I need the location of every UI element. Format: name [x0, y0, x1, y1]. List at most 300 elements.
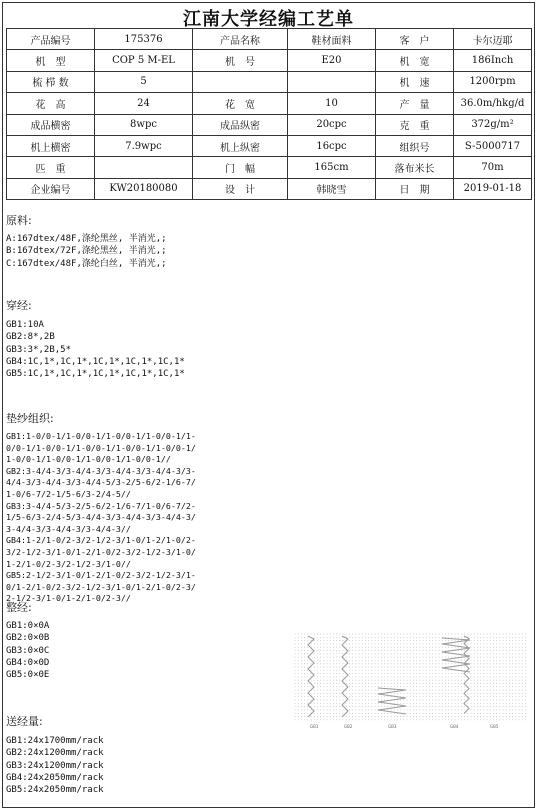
needle-point	[519, 634, 520, 635]
needle-point	[487, 634, 488, 635]
needle-point	[480, 653, 481, 654]
needle-point	[378, 700, 379, 701]
needle-point	[391, 690, 392, 691]
needle-point	[416, 683, 417, 684]
needle-point	[519, 716, 520, 717]
threading-line: GB3:3*,2B,5*	[6, 344, 72, 355]
needle-point	[423, 663, 424, 664]
needle-point	[327, 683, 328, 684]
needle-point	[461, 713, 462, 714]
needle-point	[333, 670, 334, 671]
needle-point	[327, 667, 328, 668]
spec-row	[7, 93, 532, 114]
needle-point	[455, 676, 456, 677]
needle-point	[397, 703, 398, 704]
needle-point	[471, 634, 472, 635]
needle-point	[339, 696, 340, 697]
needle-point	[343, 700, 344, 701]
needle-point	[413, 716, 414, 717]
needle-point	[455, 716, 456, 717]
needle-point	[375, 640, 376, 641]
needle-point	[346, 719, 347, 720]
needle-point	[410, 650, 411, 651]
needle-point	[506, 680, 507, 681]
needle-point	[343, 653, 344, 654]
needle-point	[304, 706, 305, 707]
needle-point	[445, 719, 446, 720]
needle-point	[480, 706, 481, 707]
needle-point	[400, 673, 401, 674]
needle-point	[400, 663, 401, 664]
needle-point	[343, 650, 344, 651]
needle-point	[413, 653, 414, 654]
needle-point	[362, 703, 363, 704]
needle-point	[298, 667, 299, 668]
needle-point	[403, 634, 404, 635]
needle-point	[448, 673, 449, 674]
needle-point	[483, 716, 484, 717]
needle-point	[352, 690, 353, 691]
needle-point	[391, 719, 392, 720]
needle-point	[525, 667, 526, 668]
warping-line: GB3:0×0C	[6, 645, 50, 656]
needle-point	[512, 709, 513, 710]
needle-point	[515, 673, 516, 674]
needle-point	[455, 680, 456, 681]
needle-point	[327, 637, 328, 638]
needle-point	[317, 700, 318, 701]
needle-point	[397, 643, 398, 644]
needle-point	[333, 719, 334, 720]
needle-point	[375, 713, 376, 714]
needle-point	[448, 709, 449, 710]
needle-point	[490, 713, 491, 714]
needle-point	[365, 676, 366, 677]
needle-point	[355, 713, 356, 714]
needle-point	[391, 713, 392, 714]
needle-point	[451, 657, 452, 658]
needle-point	[490, 673, 491, 674]
needle-point	[371, 700, 372, 701]
needle-point	[512, 700, 513, 701]
needle-point	[400, 709, 401, 710]
needle-point	[455, 634, 456, 635]
needle-point	[317, 716, 318, 717]
needle-point	[442, 657, 443, 658]
needle-point	[490, 690, 491, 691]
needle-point	[435, 686, 436, 687]
needle-point	[435, 693, 436, 694]
needle-point	[471, 647, 472, 648]
needle-point	[423, 703, 424, 704]
needle-point	[448, 703, 449, 704]
needle-point	[503, 650, 504, 651]
needle-point	[493, 653, 494, 654]
needle-point	[461, 706, 462, 707]
needle-point	[295, 673, 296, 674]
needle-point	[493, 657, 494, 658]
needle-point	[301, 653, 302, 654]
needle-point	[506, 709, 507, 710]
needle-point	[419, 676, 420, 677]
needle-point	[515, 660, 516, 661]
needle-point	[362, 670, 363, 671]
needle-point	[330, 703, 331, 704]
needle-point	[298, 719, 299, 720]
needle-point	[426, 637, 427, 638]
needle-point	[387, 676, 388, 677]
needle-point	[474, 716, 475, 717]
needle-point	[307, 713, 308, 714]
needle-point	[429, 643, 430, 644]
needle-point	[381, 640, 382, 641]
needle-point	[368, 657, 369, 658]
needle-point	[400, 667, 401, 668]
needle-point	[506, 696, 507, 697]
needle-point	[352, 634, 353, 635]
needle-point	[346, 643, 347, 644]
needle-point	[419, 670, 420, 671]
needle-point	[461, 690, 462, 691]
needle-point	[483, 640, 484, 641]
needle-point	[458, 660, 459, 661]
needle-point	[471, 680, 472, 681]
needle-point	[336, 673, 337, 674]
needle-point	[419, 703, 420, 704]
needle-point	[525, 706, 526, 707]
needle-point	[317, 693, 318, 694]
needle-point	[362, 683, 363, 684]
needle-point	[515, 703, 516, 704]
needle-point	[359, 673, 360, 674]
spec-value: 36.0m/hkg/d	[454, 93, 532, 114]
needle-point	[320, 690, 321, 691]
needle-point	[493, 690, 494, 691]
needle-point	[333, 663, 334, 664]
needle-point	[413, 686, 414, 687]
needle-point	[413, 640, 414, 641]
needle-point	[368, 634, 369, 635]
needle-point	[512, 706, 513, 707]
needle-point	[439, 663, 440, 664]
spec-row	[7, 29, 532, 50]
needle-point	[304, 673, 305, 674]
needle-point	[378, 657, 379, 658]
needle-point	[525, 650, 526, 651]
needle-point	[416, 696, 417, 697]
needle-point	[387, 670, 388, 671]
spec-value: 1200rpm	[454, 71, 532, 92]
needle-point	[330, 700, 331, 701]
needle-point	[477, 713, 478, 714]
spec-label: 成品纵密	[193, 114, 288, 135]
needle-point	[371, 663, 372, 664]
needle-point	[461, 696, 462, 697]
needle-point	[490, 686, 491, 687]
needle-point	[368, 650, 369, 651]
needle-point	[311, 673, 312, 674]
needle-point	[387, 637, 388, 638]
needle-point	[496, 657, 497, 658]
needle-point	[349, 690, 350, 691]
needle-point	[407, 700, 408, 701]
needle-point	[295, 663, 296, 664]
needle-point	[295, 690, 296, 691]
needle-point	[323, 703, 324, 704]
needle-point	[432, 693, 433, 694]
needle-point	[355, 637, 356, 638]
needle-point	[413, 663, 414, 664]
needle-point	[426, 673, 427, 674]
needle-point	[423, 650, 424, 651]
needle-point	[423, 680, 424, 681]
needle-point	[442, 693, 443, 694]
needle-point	[458, 700, 459, 701]
needle-point	[487, 650, 488, 651]
needle-point	[416, 700, 417, 701]
needle-point	[410, 634, 411, 635]
needle-point	[349, 663, 350, 664]
needle-point	[407, 673, 408, 674]
needle-point	[423, 660, 424, 661]
needle-point	[429, 634, 430, 635]
needle-point	[442, 706, 443, 707]
needle-point	[483, 657, 484, 658]
needle-point	[445, 673, 446, 674]
needle-point	[439, 719, 440, 720]
needle-point	[403, 719, 404, 720]
needle-point	[349, 703, 350, 704]
needle-point	[320, 696, 321, 697]
needle-point	[301, 719, 302, 720]
needle-point	[314, 640, 315, 641]
needle-point	[378, 719, 379, 720]
needle-point	[503, 693, 504, 694]
needle-point	[493, 693, 494, 694]
needle-point	[323, 670, 324, 671]
needle-point	[525, 719, 526, 720]
needle-point	[429, 640, 430, 641]
needle-point	[480, 643, 481, 644]
needle-point	[304, 709, 305, 710]
needle-point	[496, 686, 497, 687]
needle-point	[378, 663, 379, 664]
needle-point	[327, 713, 328, 714]
needle-point	[298, 657, 299, 658]
needle-point	[419, 667, 420, 668]
needle-point	[503, 719, 504, 720]
needle-point	[301, 680, 302, 681]
needle-point	[307, 667, 308, 668]
needle-point	[445, 683, 446, 684]
needle-point	[327, 706, 328, 707]
needle-point	[323, 643, 324, 644]
needle-point	[474, 660, 475, 661]
needle-point	[368, 700, 369, 701]
needle-point	[503, 647, 504, 648]
needle-point	[515, 663, 516, 664]
needle-point	[327, 690, 328, 691]
needle-point	[506, 637, 507, 638]
needle-point	[349, 667, 350, 668]
needle-point	[525, 716, 526, 717]
needle-point	[304, 667, 305, 668]
needle-point	[432, 713, 433, 714]
needle-point	[477, 670, 478, 671]
needle-point	[394, 660, 395, 661]
needle-point	[317, 660, 318, 661]
needle-point	[365, 637, 366, 638]
needle-point	[304, 690, 305, 691]
needle-point	[522, 686, 523, 687]
needle-point	[346, 686, 347, 687]
needle-point	[496, 700, 497, 701]
needle-point	[394, 683, 395, 684]
needle-point	[432, 700, 433, 701]
needle-point	[471, 650, 472, 651]
needle-point	[512, 716, 513, 717]
needle-point	[496, 706, 497, 707]
needle-point	[493, 673, 494, 674]
needle-point	[323, 709, 324, 710]
needle-point	[359, 676, 360, 677]
needle-point	[467, 703, 468, 704]
needle-point	[451, 676, 452, 677]
needle-point	[304, 686, 305, 687]
spec-label: 产 量	[376, 93, 454, 114]
needle-point	[410, 696, 411, 697]
spec-value: 165cm	[288, 157, 376, 178]
needle-point	[349, 643, 350, 644]
needle-point	[317, 643, 318, 644]
needle-point	[295, 653, 296, 654]
needle-point	[522, 653, 523, 654]
needle-point	[314, 647, 315, 648]
needle-point	[307, 637, 308, 638]
needle-point	[359, 706, 360, 707]
feed-line: GB3:24x1200mm/rack	[6, 760, 104, 771]
needle-point	[515, 680, 516, 681]
needle-point	[359, 643, 360, 644]
needle-point	[499, 660, 500, 661]
needle-point	[378, 703, 379, 704]
needle-point	[301, 650, 302, 651]
needle-point	[490, 643, 491, 644]
needle-point	[295, 703, 296, 704]
needle-point	[429, 667, 430, 668]
needle-point	[327, 657, 328, 658]
needle-point	[381, 676, 382, 677]
needle-point	[349, 637, 350, 638]
needle-point	[371, 719, 372, 720]
needle-point	[375, 660, 376, 661]
needle-point	[387, 683, 388, 684]
needle-point	[304, 696, 305, 697]
needle-point	[387, 716, 388, 717]
needle-point	[471, 676, 472, 677]
needle-point	[451, 700, 452, 701]
needle-point	[480, 676, 481, 677]
needle-point	[445, 716, 446, 717]
needle-point	[343, 686, 344, 687]
needle-point	[503, 680, 504, 681]
spec-value: 7.9wpc	[95, 135, 193, 156]
needle-point	[403, 680, 404, 681]
needle-point	[512, 703, 513, 704]
needle-point	[397, 683, 398, 684]
needle-point	[359, 647, 360, 648]
needle-point	[397, 650, 398, 651]
needle-point	[416, 719, 417, 720]
needle-point	[311, 700, 312, 701]
needle-point	[311, 686, 312, 687]
needle-point	[413, 700, 414, 701]
needle-point	[349, 709, 350, 710]
needle-point	[355, 673, 356, 674]
needle-point	[403, 667, 404, 668]
needle-point	[375, 667, 376, 668]
needle-point	[435, 640, 436, 641]
needle-point	[435, 634, 436, 635]
needle-point	[522, 706, 523, 707]
needle-point	[403, 653, 404, 654]
spec-value: 鞋材面料	[288, 29, 376, 50]
needle-point	[403, 676, 404, 677]
needle-point	[403, 696, 404, 697]
needle-point	[509, 680, 510, 681]
needle-point	[503, 683, 504, 684]
spec-row	[7, 71, 532, 92]
needle-point	[512, 680, 513, 681]
needle-point	[487, 657, 488, 658]
needle-point	[400, 719, 401, 720]
needle-point	[317, 709, 318, 710]
needle-point	[394, 719, 395, 720]
needle-point	[480, 634, 481, 635]
needle-point	[327, 716, 328, 717]
needle-point	[461, 653, 462, 654]
needle-point	[490, 706, 491, 707]
needle-point	[365, 653, 366, 654]
needle-point	[522, 680, 523, 681]
needle-point	[455, 640, 456, 641]
needle-point	[439, 693, 440, 694]
needle-point	[317, 650, 318, 651]
needle-point	[448, 713, 449, 714]
needle-point	[327, 676, 328, 677]
needle-point	[432, 647, 433, 648]
threading-line: GB2:8*,2B	[6, 332, 55, 343]
needle-point	[362, 660, 363, 661]
needle-point	[320, 663, 321, 664]
needle-point	[429, 716, 430, 717]
needle-point	[381, 700, 382, 701]
needle-point	[515, 653, 516, 654]
needle-point	[445, 713, 446, 714]
needle-point	[522, 663, 523, 664]
needle-point	[368, 696, 369, 697]
needle-point	[435, 667, 436, 668]
needle-point	[416, 637, 417, 638]
needle-point	[496, 650, 497, 651]
needle-point	[397, 673, 398, 674]
needle-point	[403, 660, 404, 661]
needle-point	[496, 673, 497, 674]
needle-point	[451, 643, 452, 644]
needle-point	[352, 637, 353, 638]
needle-point	[400, 660, 401, 661]
needle-point	[429, 706, 430, 707]
